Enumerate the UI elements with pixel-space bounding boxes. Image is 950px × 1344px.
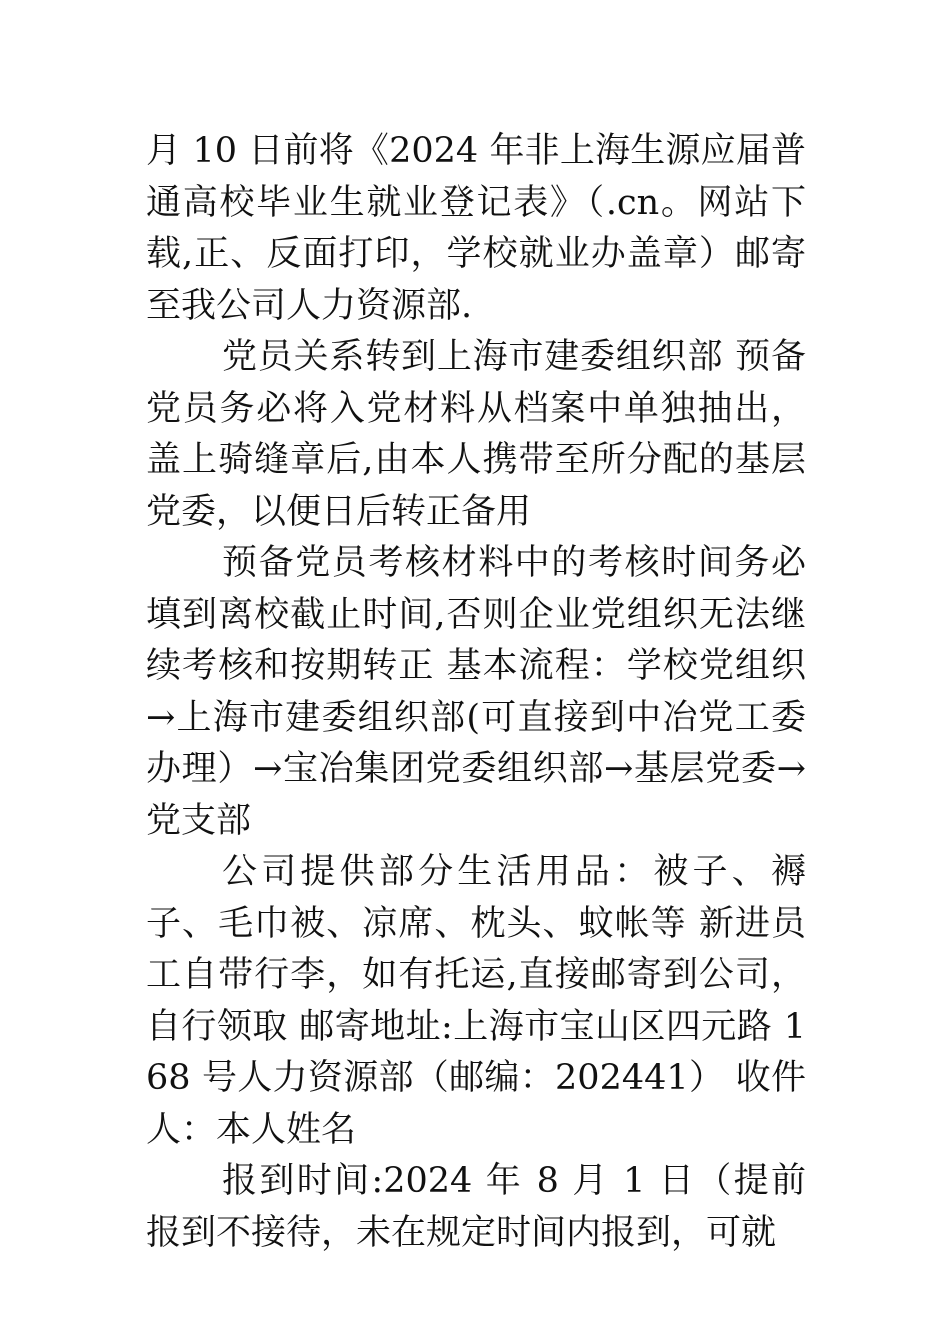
paragraph-party-relation: 党员关系转到上海市建委组织部 预备党员务必将入党材料从档案中单独抽出，盖上骑缝章后,由本人携带至所分配的基层党委，以便日后转正备用 bbox=[146, 337, 806, 532]
body-text bbox=[146, 126, 806, 1259]
paragraph-report-time: 报到时间:2024 年 8 月 1 日（提前报到不接待，未在规定时间内报到，可就 bbox=[146, 1161, 806, 1253]
paragraph-probationary-assessment: 预备党员考核材料中的考核时间务必填到离校截止时间,否则企业党组织无法继续考核和按期转正 基本流程：学校党组织→上海市建委组织部(可直接到中冶党工委办理）→宝冶集团党委组织部→基层党委→党支部 bbox=[146, 543, 806, 841]
paragraph-registration-form: 月 10 日前将《2024 年非上海生源应届普通高校毕业生就业登记表》（.cn。网站下载,正、反面打印，学校就业办盖章）邮寄至我公司人力资源部. bbox=[146, 131, 806, 326]
paragraph-living-supplies: 公司提供部分生活用品：被子、褥子、毛巾被、凉席、枕头、蚊帐等 新进员工自带行李，如有托运,直接邮寄到公司，自行领取 邮寄地址:上海市宝山区四元路 168 号人力资源部（邮编：202441） 收件人：本人姓名 bbox=[146, 852, 806, 1150]
